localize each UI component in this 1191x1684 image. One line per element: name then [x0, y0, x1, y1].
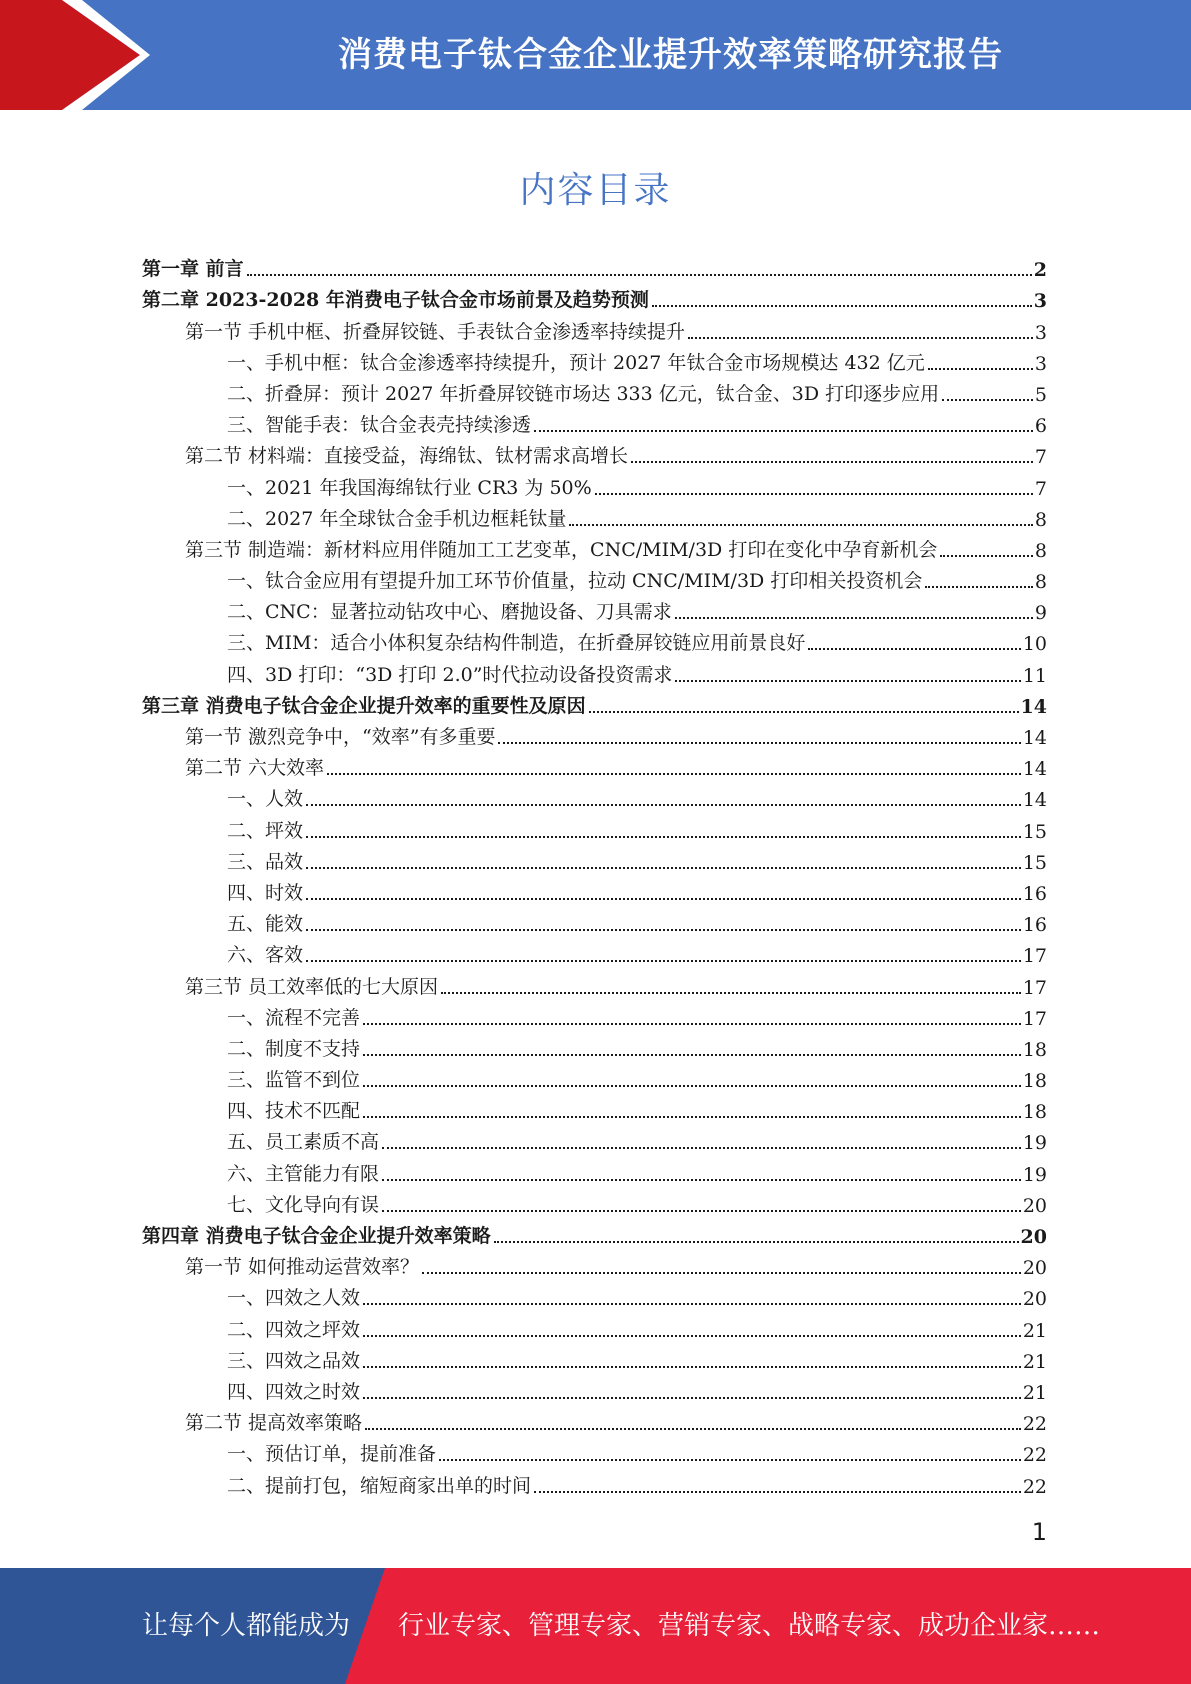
toc-entry[interactable] [142, 1127, 1047, 1158]
toc-entry[interactable] [142, 535, 1047, 566]
toc-dot-leader [498, 742, 1020, 744]
toc-dot-leader [365, 1428, 1021, 1430]
toc-dot-leader [439, 1459, 1021, 1461]
toc-entry[interactable] [142, 1252, 1047, 1283]
toc-entry-title: 第三章 消费电子钛合金企业提升效率的重要性及原因 [142, 694, 586, 717]
toc-entry[interactable] [142, 815, 1047, 846]
toc-dot-leader [306, 804, 1021, 806]
toc-entry-page: 21 [1022, 1350, 1047, 1373]
toc-entry-title: 五、能效 [227, 913, 304, 936]
toc-entry-title: 六、客效 [227, 944, 304, 967]
toc-entry[interactable] [142, 1096, 1047, 1127]
toc-dot-leader [940, 555, 1033, 557]
toc-dot-leader [247, 274, 1032, 276]
toc-entry-page: 18 [1022, 1101, 1047, 1124]
toc-dot-leader [808, 648, 1020, 650]
report-title: 消费电子钛合金企业提升效率策略研究报告 [338, 35, 1003, 75]
toc-dot-leader [363, 1116, 1021, 1118]
toc-entry[interactable] [142, 878, 1047, 909]
toc-entry-title: 第二节 提高效率策略 [185, 1412, 363, 1435]
toc-entry[interactable] [142, 1158, 1047, 1189]
toc-dot-leader [363, 1335, 1021, 1337]
toc-entry-page: 3 [1034, 352, 1047, 375]
toc-entry-page: 8 [1034, 571, 1047, 594]
footer-slogan-right: 行业专家、管理专家、营销专家、战略专家、成功企业家…… [398, 1611, 1101, 1641]
toc-entry-page: 14 [1022, 789, 1047, 812]
toc-entry-title: 第二章 2023-2028 年消费电子钛合金市场前景及趋势预测 [142, 289, 649, 312]
toc-entry[interactable] [142, 254, 1047, 285]
toc-entry-page: 21 [1022, 1319, 1047, 1342]
toc-dot-leader [306, 960, 1021, 962]
toc-entry-title: 第二节 材料端：直接受益，海绵钛、钛材需求高增长 [185, 445, 629, 468]
toc-entry-title: 第三节 制造端：新材料应用伴随加工工艺变革，CNC/MIM/3D 打印在变化中孕育新机会 [185, 538, 938, 561]
toc-entry-title: 第四章 消费电子钛合金企业提升效率策略 [142, 1225, 491, 1247]
toc-entry-page: 8 [1034, 539, 1047, 562]
toc-entry[interactable] [142, 784, 1047, 815]
toc-entry-title: 二、CNC：显著拉动钻攻中心、磨抛设备、刀具需求 [227, 601, 672, 624]
toc-entry-title: 一、钛合金应用有望提升加工环节价值量，拉动 CNC/MIM/3D 打印相关投资机会 [227, 570, 923, 593]
toc-entry-page: 11 [1022, 664, 1047, 687]
toc-entry[interactable] [142, 847, 1047, 878]
toc-entry-title: 一、手机中框：钛合金渗透率持续提升，预计 2027 年钛合金市场规模达 432 亿元 [227, 351, 925, 374]
toc-dot-leader [942, 399, 1033, 401]
toc-entry-page: 19 [1022, 1132, 1047, 1155]
toc-entry-page: 5 [1034, 383, 1047, 406]
toc-entry-title: 四、技术不匹配 [227, 1100, 361, 1123]
toc-entry-page: 3 [1034, 321, 1047, 344]
toc-dot-leader [534, 430, 1033, 432]
table-of-contents [142, 254, 1047, 1502]
toc-entry[interactable] [142, 1034, 1047, 1065]
toc-entry-title: 第一节 手机中框、折叠屏铰链、手表钛合金渗透率持续提升 [185, 320, 686, 343]
toc-entry-title: 五、员工素质不高 [227, 1131, 380, 1154]
toc-dot-leader [306, 867, 1021, 869]
toc-entry-title: 一、四效之人效 [227, 1287, 361, 1310]
toc-dot-leader [363, 1054, 1021, 1056]
toc-entry-title: 一、流程不完善 [227, 1006, 361, 1029]
toc-entry-page: 16 [1022, 882, 1047, 905]
toc-entry-page: 18 [1022, 1070, 1047, 1093]
toc-entry-title: 二、2027 年全球钛合金手机边框耗钛量 [227, 507, 567, 530]
toc-entry[interactable] [142, 348, 1047, 379]
toc-entry-page: 22 [1022, 1413, 1047, 1436]
toc-entry-title: 二、坪效 [227, 819, 304, 842]
toc-entry[interactable] [142, 1190, 1047, 1221]
toc-entry-title: 第三节 员工效率低的七大原因 [185, 975, 439, 998]
page-number: 1 [1031, 1518, 1047, 1546]
toc-dot-leader [534, 1491, 1021, 1493]
toc-dot-leader [363, 1303, 1021, 1305]
toc-entry-page: 7 [1034, 446, 1047, 469]
footer-slogan-left: 让每个人都能成为 [142, 1611, 351, 1641]
toc-entry[interactable] [142, 441, 1047, 472]
toc-entry[interactable] [142, 285, 1047, 316]
toc-entry-title: 第一节 如何推动运营效率？ [185, 1256, 420, 1279]
toc-entry-page: 15 [1022, 851, 1047, 874]
toc-dot-leader [306, 929, 1021, 931]
toc-dot-leader [595, 493, 1033, 495]
toc-entry[interactable] [142, 909, 1047, 940]
toc-entry-page: 21 [1022, 1381, 1047, 1404]
toc-entry-title: 一、预估订单，提前准备 [227, 1443, 437, 1466]
toc-entry[interactable] [142, 1003, 1047, 1034]
toc-entry[interactable] [142, 379, 1047, 410]
toc-dot-leader [382, 1179, 1021, 1181]
toc-entry[interactable] [142, 1346, 1047, 1377]
toc-entry-page: 3 [1033, 290, 1047, 313]
toc-entry[interactable] [142, 316, 1047, 347]
toc-entry-title: 三、MIM：适合小体积复杂结构件制造，在折叠屏铰链应用前景良好 [227, 632, 806, 655]
toc-entry-page: 7 [1034, 477, 1047, 500]
toc-entry[interactable] [142, 566, 1047, 597]
toc-entry[interactable] [142, 410, 1047, 441]
toc-entry[interactable] [142, 659, 1047, 690]
toc-dot-leader [631, 461, 1033, 463]
toc-entry-title: 三、智能手表：钛合金表壳持续渗透 [227, 414, 532, 437]
toc-entry-title: 二、四效之坪效 [227, 1318, 361, 1341]
toc-entry-page: 14 [1022, 727, 1047, 749]
toc-entry[interactable] [142, 1408, 1047, 1439]
toc-entry-page: 2 [1033, 259, 1047, 282]
toc-entry[interactable] [142, 722, 1047, 753]
toc-entry-page: 10 [1022, 633, 1047, 656]
toc-entry-page: 20 [1022, 1257, 1047, 1280]
toc-entry[interactable] [142, 753, 1047, 784]
report-header-band [0, 0, 1191, 110]
toc-entry[interactable] [142, 971, 1047, 1002]
toc-dot-leader [925, 586, 1033, 588]
toc-entry-title: 一、人效 [227, 788, 304, 811]
toc-entry[interactable] [142, 1065, 1047, 1096]
toc-entry[interactable] [142, 628, 1047, 659]
toc-entry-title: 四、时效 [227, 881, 304, 904]
toc-entry[interactable] [142, 472, 1047, 503]
toc-entry-page: 20 [1022, 1194, 1047, 1217]
toc-entry-title: 六、主管能力有限 [227, 1162, 380, 1185]
toc-entry-title: 二、提前打包，缩短商家出单的时间 [227, 1474, 532, 1497]
toc-dot-leader [363, 1397, 1021, 1399]
toc-entry-title: 二、制度不支持 [227, 1037, 361, 1060]
toc-dot-leader [675, 680, 1020, 682]
footer-band [0, 1568, 1191, 1684]
header-arrow-decoration [0, 0, 150, 110]
toc-dot-leader [569, 524, 1033, 526]
toc-entry-title: 四、四效之时效 [227, 1380, 361, 1403]
toc-entry-page: 17 [1022, 945, 1047, 968]
toc-entry[interactable] [142, 1221, 1047, 1252]
toc-dot-leader [363, 1085, 1021, 1087]
toc-entry[interactable] [142, 940, 1047, 971]
toc-entry-page: 19 [1022, 1163, 1047, 1186]
toc-dot-leader [327, 773, 1021, 775]
toc-heading: 内容目录 [519, 170, 672, 211]
toc-entry[interactable] [142, 1377, 1047, 1408]
toc-entry-page: 8 [1034, 508, 1047, 531]
toc-entry-page: 9 [1034, 602, 1047, 625]
toc-entry-page: 17 [1022, 1007, 1047, 1030]
toc-entry-page: 6 [1034, 415, 1047, 438]
toc-entry-title: 第一章 前言 [142, 258, 244, 281]
toc-dot-leader [675, 617, 1033, 619]
toc-entry-title: 四、3D 打印：“3D 打印 2.0”时代拉动设备投资需求 [227, 663, 673, 686]
toc-entry-title: 一、2021 年我国海绵钛行业 CR3 为 50% [227, 476, 592, 499]
toc-entry-page: 20 [1022, 1288, 1047, 1311]
toc-entry-title: 七、文化导向有误 [227, 1193, 380, 1216]
toc-entry[interactable] [142, 1470, 1047, 1501]
toc-entry-title: 三、品效 [227, 850, 304, 873]
toc-entry-title: 第一节 激烈竞争中，“效率”有多重要 [185, 726, 496, 748]
toc-entry-page: 16 [1022, 914, 1047, 937]
toc-entry-page: 14 [1020, 695, 1047, 718]
toc-entry[interactable] [142, 597, 1047, 628]
toc-entry-title: 第二节 六大效率 [185, 757, 325, 780]
toc-dot-leader [422, 1272, 1021, 1274]
toc-entry-page: 22 [1022, 1444, 1047, 1467]
toc-dot-leader [441, 992, 1021, 994]
toc-dot-leader [652, 305, 1032, 307]
toc-entry[interactable] [142, 504, 1047, 535]
toc-dot-leader [688, 337, 1033, 339]
toc-dot-leader [494, 1241, 1019, 1243]
toc-entry[interactable] [142, 691, 1047, 722]
toc-entry-page: 17 [1022, 976, 1047, 999]
toc-dot-leader [382, 1210, 1021, 1212]
toc-entry-title: 三、四效之品效 [227, 1349, 361, 1372]
toc-entry-title: 二、折叠屏：预计 2027 年折叠屏铰链市场达 333 亿元，钛合金、3D 打印逐步应用 [227, 382, 940, 405]
toc-entry-page: 22 [1022, 1475, 1047, 1498]
toc-dot-leader [306, 836, 1021, 838]
toc-entry-title: 三、监管不到位 [227, 1069, 361, 1092]
toc-dot-leader [589, 711, 1019, 713]
toc-entry-page: 15 [1022, 820, 1047, 843]
toc-dot-leader [928, 368, 1033, 370]
toc-dot-leader [363, 1366, 1021, 1368]
toc-dot-leader [382, 1147, 1021, 1149]
toc-entry[interactable] [142, 1439, 1047, 1470]
toc-entry-page: 20 [1020, 1226, 1047, 1248]
toc-entry-page: 14 [1022, 758, 1047, 781]
toc-dot-leader [306, 898, 1021, 900]
toc-entry-page: 18 [1022, 1038, 1047, 1061]
toc-dot-leader [363, 1023, 1021, 1025]
toc-entry[interactable] [142, 1283, 1047, 1314]
toc-entry[interactable] [142, 1314, 1047, 1345]
